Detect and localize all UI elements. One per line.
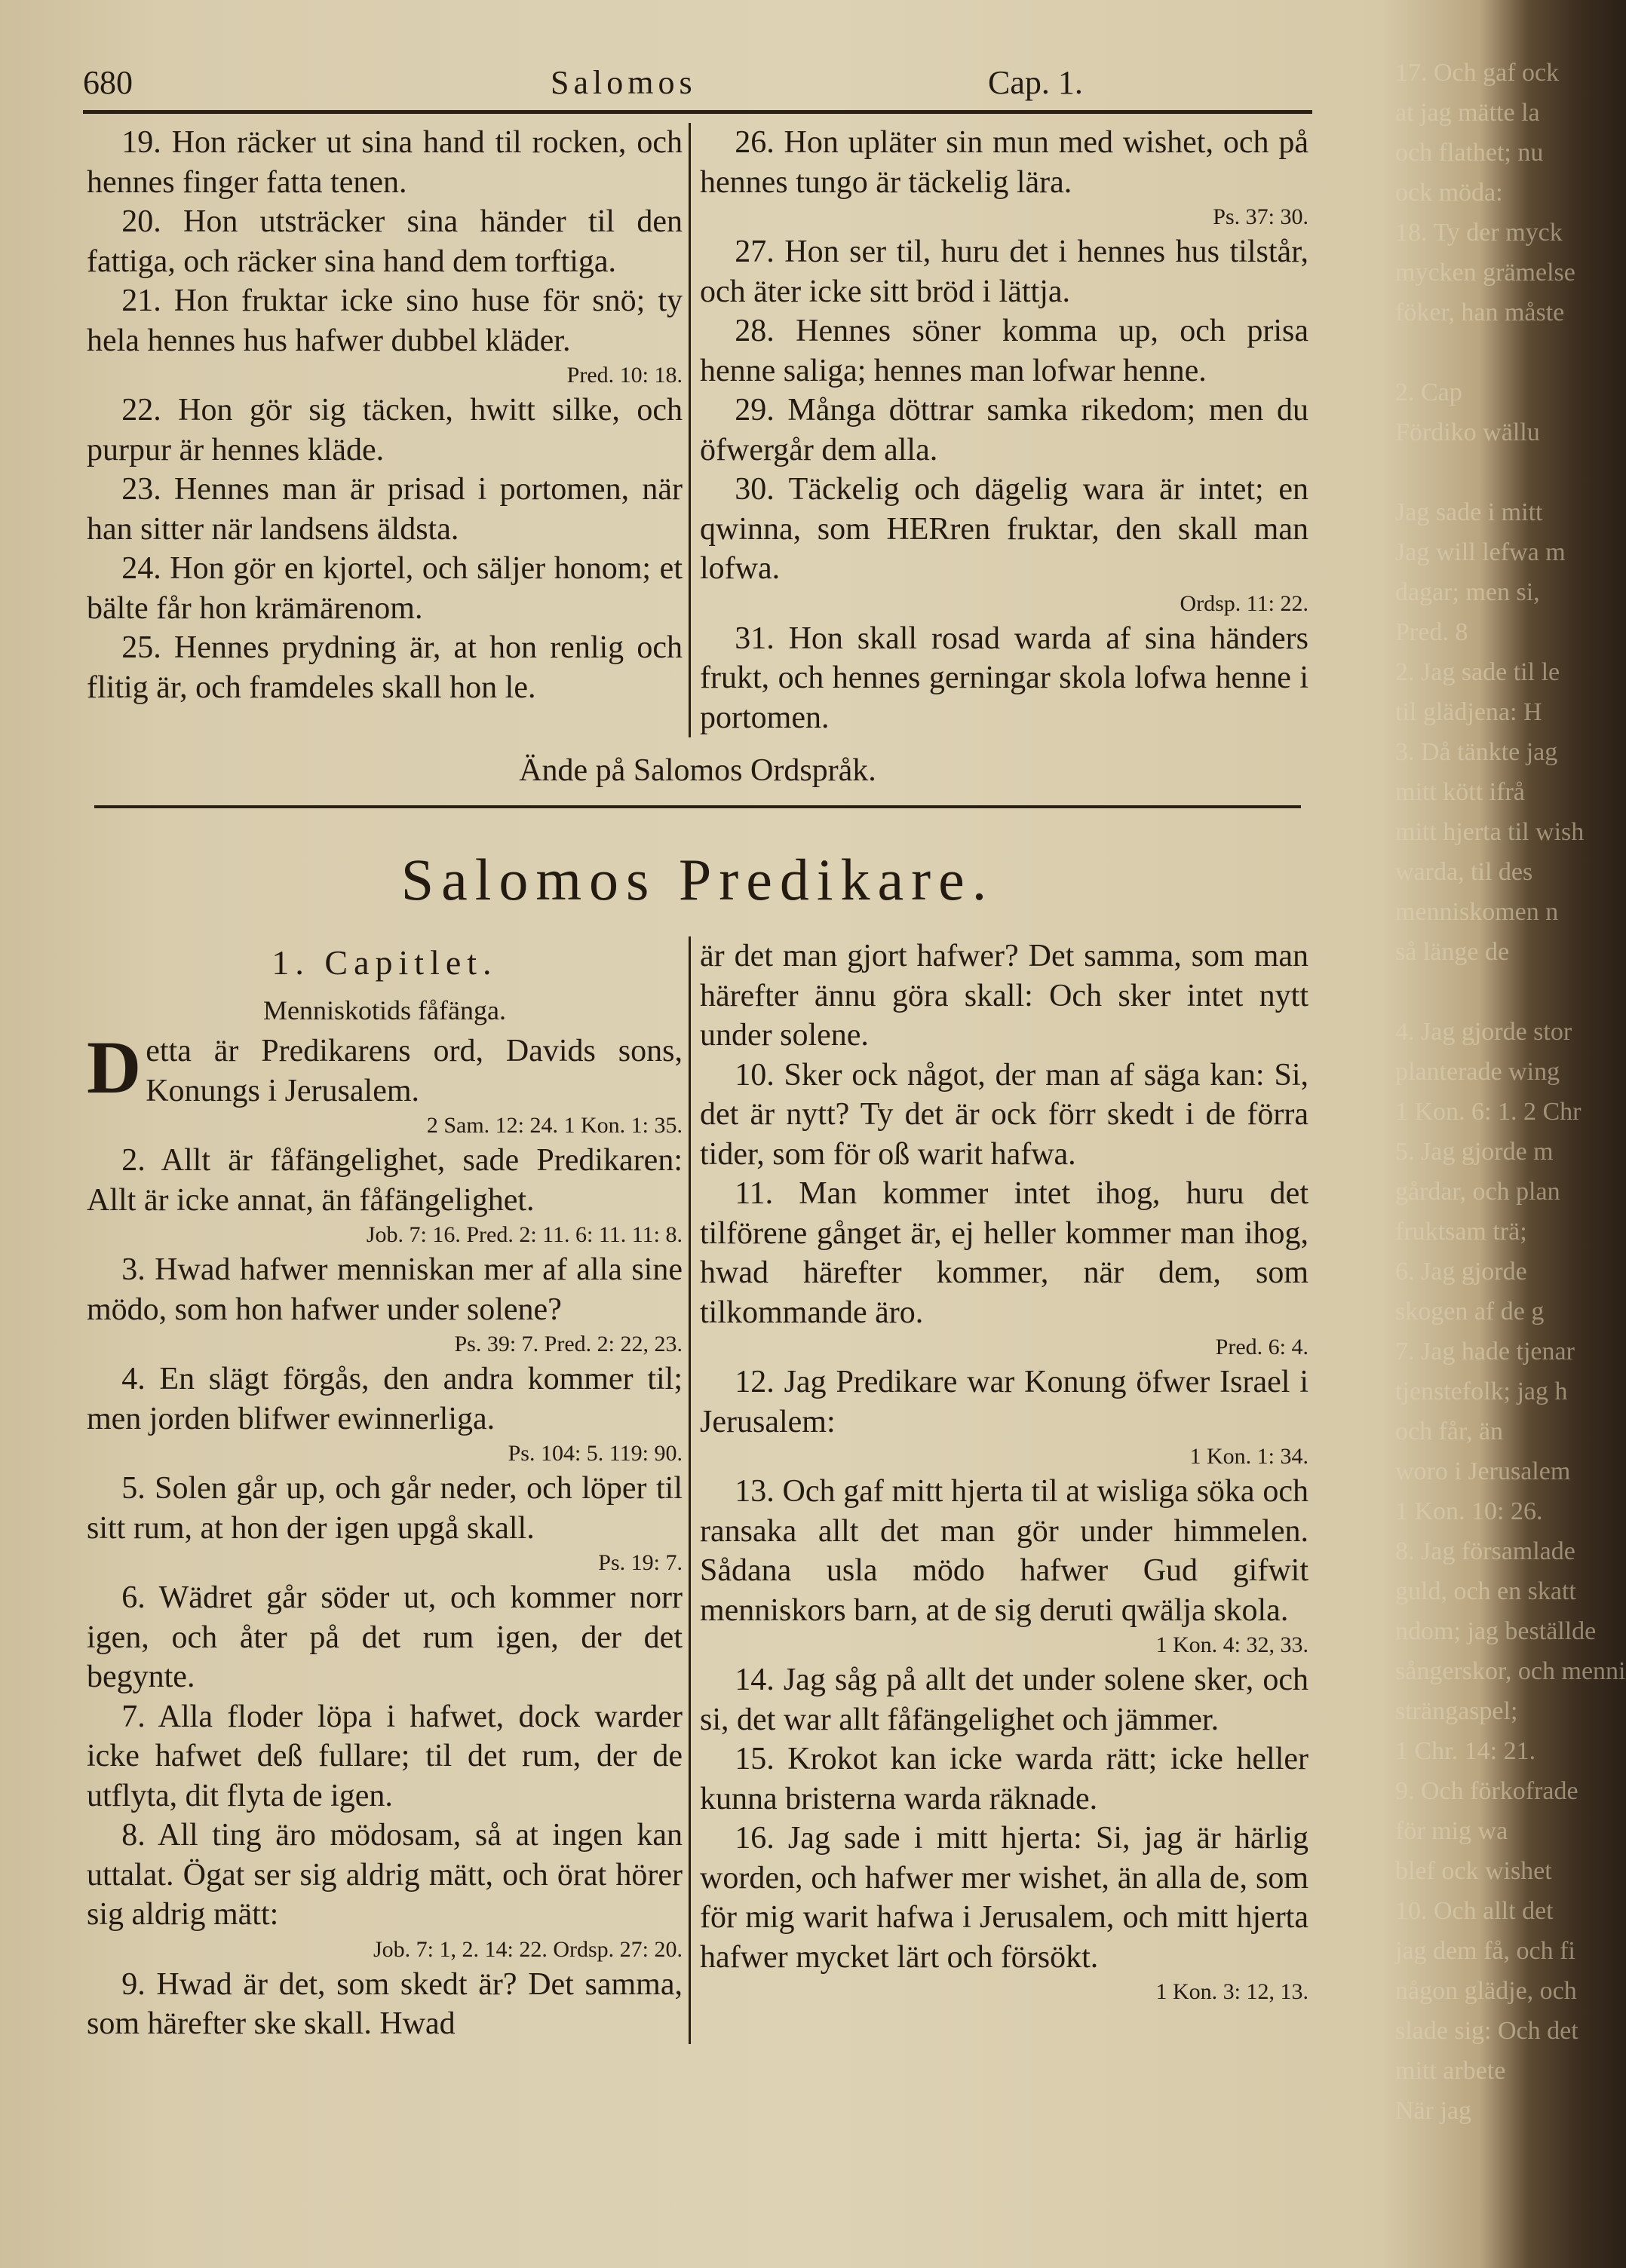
adjacent-page-line: ndom; jag beställde [1395, 1617, 1597, 1645]
verse-text: 7. Alla floder löpa i hafwet, dock warder icke hafwet deß fullare; til det rum, der de utflyta, dit flyta de igen. [87, 1699, 683, 1813]
top-right-column [689, 123, 1312, 737]
adjacent-page-line: föker, han måste [1395, 299, 1565, 326]
adjacent-page-line: 7. Jag hade tjenar [1395, 1338, 1575, 1365]
verse [87, 1250, 683, 1359]
adjacent-page-line: och flathet; nu [1395, 139, 1544, 167]
adjacent-page-line: planterade wing [1395, 1058, 1560, 1086]
adjacent-page-line: sångerskor, och menni [1395, 1657, 1626, 1685]
adjacent-page-line: skogen af de g [1395, 1298, 1545, 1326]
adjacent-page-line: til glädjena: H [1395, 698, 1542, 726]
adjacent-page-line: 6. Jag gjorde [1395, 1258, 1527, 1286]
verse [700, 123, 1308, 232]
cross-reference: Ordsp. 11: 22. [1180, 590, 1308, 616]
chapter-heading: 1. Capitlet. [272, 943, 498, 982]
verse-text: 5. Solen går up, och går neder, och löper til sitt rum, at hon der igen upgå skall. [87, 1471, 683, 1546]
verse [700, 391, 1308, 470]
adjacent-page-line: mitt hjerta til wish [1395, 818, 1585, 846]
verse-text: 10. Sker ock något, der man af säga kan: Si, det är nytt? Ty det är ock förr skedt i de förra tider, som för oß warit hafwa. [700, 1057, 1308, 1172]
running-header [83, 60, 1312, 107]
page [83, 60, 1312, 2044]
adjacent-page-line: tjenstefolk; jag h [1395, 1378, 1568, 1405]
verse-text: 21. Hon fruktar icke sino huse för snö; ty hela hennes hus hafwer dubbel kläder. [87, 284, 683, 358]
verse-text: 12. Jag Predikare war Konung öfwer Israel i Jerusalem: [700, 1365, 1308, 1439]
verse [700, 470, 1308, 619]
adjacent-page-line: Jag sade i mitt [1395, 498, 1543, 526]
verse-text: 6. Wädret går söder ut, och kommer norr igen, och åter på det rum igen, der det begynte. [87, 1580, 683, 1694]
adjacent-page-line: När jag [1395, 2097, 1472, 2125]
drop-cap: D [87, 1025, 142, 1109]
verse-text: 11. Man kommer intet ihog, huru det tilförene gånget är, ej heller kommer man ihog, hwad härefter kommer, när dem, som tilkommande äro. [700, 1176, 1308, 1330]
verse [87, 628, 683, 707]
verse [87, 391, 683, 470]
adjacent-page-line [1395, 972, 1508, 1012]
cross-reference: Pred. 6: 4. [1215, 1335, 1308, 1359]
verse-text: 25. Hennes prydning är, at hon renlig och flitig är, och framdeles skall hon le. [87, 630, 683, 705]
verse [700, 1472, 1308, 1660]
verse [700, 619, 1308, 738]
cross-reference: 2 Sam. 12: 24. 1 Kon. 1: 35. [426, 1113, 683, 1138]
verse [700, 311, 1308, 391]
adjacent-page-line: 4. Jag gjorde stor [1395, 1018, 1572, 1046]
adjacent-page-line: så länge de [1395, 938, 1510, 966]
cross-reference: Pred. 10: 18. [566, 363, 683, 388]
verse-text: 28. Hennes söner komma up, och prisa henne saliga; hennes man lofwar henne. [700, 314, 1308, 388]
verse-text: 26. Hon upläter sin mun med wishet, och på hennes tungo är täckelig lära. [700, 125, 1308, 200]
verse-text: 30. Täckelig och dägelig wara är intet; en qwinna, som HERren fruktar, den skall man lofwa. [700, 472, 1308, 586]
adjacent-page-line: mitt arbete [1395, 2057, 1506, 2085]
adjacent-page-line: 9. Och förkofrade [1395, 1777, 1578, 1805]
cross-reference: Job. 7: 16. Pred. 2: 11. 6: 11. 11: 8. [366, 1222, 683, 1247]
cross-reference: 1 Kon. 4: 32, 33. [1155, 1632, 1308, 1657]
cross-reference: Ps. 37: 30. [1213, 204, 1308, 229]
verse [700, 232, 1308, 311]
adjacent-page-line: woro i Jerusalem [1395, 1457, 1571, 1485]
verse-text: 31. Hon skall rosad warda af sina händers frukt, och hennes gerningar skola lofwa henne i portomen. [700, 621, 1308, 735]
adjacent-page-line: at jag mätte la [1395, 99, 1540, 127]
verse [700, 1739, 1308, 1819]
verse [87, 1965, 683, 2044]
adjacent-page-line: någon glädje, och [1395, 1977, 1577, 2005]
verse-text: 8. All ting äro mödosam, så at ingen kan uttalat. Ögat ser sig aldrig mätt, och örat hörer sig aldrig mätt: [87, 1818, 683, 1932]
adjacent-page-line: 5. Jag gjorde m [1395, 1138, 1554, 1166]
cross-reference: Ps. 19: 7. [598, 1550, 683, 1575]
cross-reference: 1 Kon. 1: 34. [1189, 1444, 1308, 1469]
verse-text: 4. En slägt förgås, den andra kommer til; men jorden blifwer ewinnerliga. [87, 1362, 683, 1436]
verse [87, 202, 683, 281]
verse [87, 1025, 683, 1141]
verse [700, 1660, 1308, 1739]
running-chapter: Cap. 1. [988, 64, 1083, 101]
verse [87, 1578, 683, 1697]
top-columns [83, 123, 1312, 737]
verse-text: 22. Hon gör sig täcken, hwitt silke, och purpur är hennes kläde. [87, 393, 683, 467]
verse-text: 24. Hon gör en kjortel, och säljer honom; et bälte får hon krämärenom. [87, 551, 683, 626]
adjacent-page-line: 1 Chr. 14: 21. [1395, 1737, 1536, 1765]
header-rule [83, 110, 1312, 114]
verse-text: 29. Många döttrar samka rikedom; men du öfwergår dem alla. [700, 393, 1308, 467]
adjacent-page-line: Jag will lefwa m [1395, 538, 1566, 566]
adjacent-page-line [1395, 452, 1508, 492]
section-rule [94, 805, 1301, 808]
adjacent-page-line: fruktsam trä; [1395, 1218, 1527, 1246]
adjacent-page-line: mycken grämelse [1395, 259, 1575, 287]
verse-text: 20. Hon utsträcker sina händer til den fattiga, och räcker sina hand dem torftiga. [87, 204, 683, 279]
chapter-summary: Menniskotids fåfänga. [263, 995, 506, 1025]
verse [87, 1469, 683, 1578]
verse-text: etta är Predikarens ord, Davids sons, Konungs i Jerusalem. [146, 1034, 683, 1108]
adjacent-page-line: för mig wa [1395, 1817, 1508, 1845]
adjacent-page-line: gårdar, och plan [1395, 1178, 1560, 1206]
adjacent-page-line: 3. Då tänkte jag [1395, 738, 1558, 766]
verse-text: 23. Hennes man är prisad i portomen, när han sitter när landsens äldsta. [87, 472, 683, 547]
verse [87, 1359, 683, 1469]
end-note: Ände på Salomos Ordspråk. [519, 753, 876, 788]
verse [87, 281, 683, 391]
verse [87, 549, 683, 628]
adjacent-page-line: blef ock wishet [1395, 1857, 1552, 1885]
verse [700, 1362, 1308, 1472]
verse-text: 27. Hon ser til, huru det i hennes hus tilstår, och äter icke sitt bröd i lättja. [700, 234, 1308, 309]
adjacent-page-line: warda, til des [1395, 858, 1533, 886]
bottom-columns [83, 936, 1312, 2044]
adjacent-page-line: mitt kött ifrå [1395, 778, 1525, 806]
verse-text: 16. Jag sade i mitt hjerta: Si, jag är härlig worden, och hafwer mer wishet, än alla de, som för mig warit hafwa i Jerusalem, och mitt hjerta hafwer mycket lärt och försökt. [700, 1821, 1308, 1975]
verse-text: är det man gjort hafwer? Det samma, som man härefter ännu göra skall: Och sker intet nytt under solene. [700, 939, 1308, 1053]
verse-text: 9. Hwad är det, som skedt är? Det samma, som härefter ske skall. Hwad [87, 1966, 683, 2041]
adjacent-page-line: strängaspel; [1395, 1697, 1518, 1725]
bottom-right-column [689, 936, 1312, 2044]
verse [87, 1697, 683, 1816]
book-title: Salomos Predikare. [400, 847, 995, 912]
adjacent-page-line: menniskomen n [1395, 898, 1559, 926]
verse [87, 1816, 683, 1965]
verse [700, 1819, 1308, 2007]
page-number: 680 [83, 64, 133, 101]
verse [87, 1141, 683, 1250]
top-left-column [83, 123, 689, 737]
adjacent-page-line: ock möda: [1395, 179, 1503, 207]
cross-reference: Ps. 39: 7. Pred. 2: 22, 23. [454, 1332, 683, 1356]
verse-text: 3. Hwad hafwer menniskan mer af alla sine mödo, som hon hafwer under solene? [87, 1252, 683, 1327]
adjacent-page-line: 10. Och allt det [1395, 1897, 1554, 1925]
adjacent-page-line [1395, 333, 1508, 372]
adjacent-page-line: Pred. 8 [1395, 618, 1468, 646]
verse-text: 15. Krokot kan icke warda rätt; icke heller kunna bristerna warda räknade. [700, 1742, 1308, 1816]
adjacent-page-line: 2. Cap [1395, 379, 1462, 406]
adjacent-page-edge [1395, 53, 1626, 2262]
adjacent-page-line: guld, och en skatt [1395, 1577, 1576, 1605]
verse [87, 470, 683, 549]
verse [700, 1174, 1308, 1362]
adjacent-page-line: jag dem få, och fi [1395, 1937, 1575, 1965]
adjacent-page-line: 17. Och gaf ock [1395, 59, 1560, 87]
verse [700, 936, 1308, 1056]
adjacent-page-line: slade sig: Och det [1395, 2017, 1578, 2045]
adjacent-page-line: 8. Jag församlade [1395, 1537, 1575, 1565]
verse-text: 2. Allt är fåfängelighet, sade Predikaren: Allt är icke annat, än fåfängelighet. [87, 1143, 683, 1218]
adjacent-page-line: 2. Jag sade til le [1395, 658, 1560, 686]
adjacent-page-line: och får, än [1395, 1418, 1504, 1445]
verse-text: 19. Hon räcker ut sina hand til rocken, och hennes finger fatta tenen. [87, 125, 683, 200]
verse [700, 1056, 1308, 1175]
adjacent-page-line: 1 Kon. 10: 26. [1395, 1497, 1543, 1525]
cross-reference: 1 Kon. 3: 12, 13. [1155, 1979, 1308, 2004]
cross-reference: Job. 7: 1, 2. 14: 22. Ordsp. 27: 20. [373, 1936, 683, 1962]
verse-text: 13. Och gaf mitt hjerta til at wisliga söka och ransaka allt det man gör under himmelen. Sådana usla mödo hafwer Gud gifwit menniskors barn, at de sig deruti qwälja skola. [700, 1474, 1308, 1628]
adjacent-page-line: Fördiko wällu [1395, 418, 1540, 446]
adjacent-page-line: 18. Ty der myck [1395, 219, 1563, 247]
cross-reference: Ps. 104: 5. 119: 90. [508, 1441, 683, 1466]
verse-text: 14. Jag såg på allt det under solene sker, och si, det war allt fåfängelighet och jämmer. [700, 1663, 1308, 1737]
bottom-left-column [83, 936, 689, 2044]
adjacent-page-line: dagar; men si, [1395, 578, 1540, 606]
running-title: Salomos [551, 64, 697, 101]
verse [87, 123, 683, 202]
adjacent-page-line: 1 Kon. 6: 1. 2 Chr [1395, 1098, 1582, 1126]
